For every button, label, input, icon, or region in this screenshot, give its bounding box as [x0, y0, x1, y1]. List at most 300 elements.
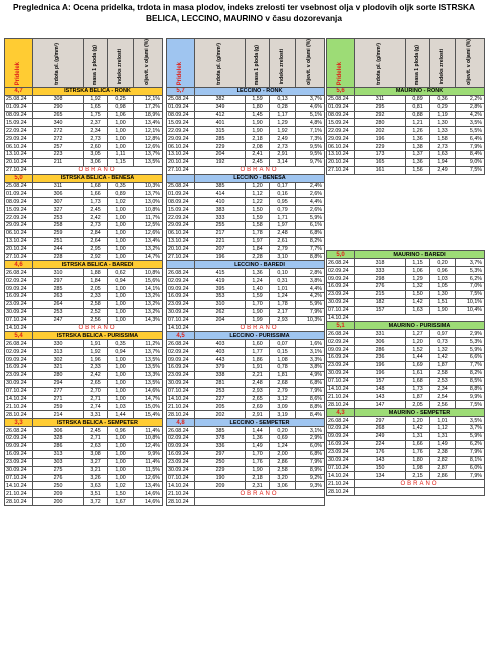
trdota-cell: 275	[33, 466, 84, 474]
date-cell: 02.09.24	[167, 277, 195, 285]
masa-cell: 1,97	[246, 237, 270, 245]
masa-cell: 2,15	[406, 472, 430, 480]
table-row	[327, 216, 485, 223]
table-row	[167, 245, 325, 253]
olje-cell: 7,9%	[296, 308, 325, 316]
table-row	[327, 182, 485, 189]
trdota-cell: 244	[33, 245, 84, 253]
olje-cell: 8,8%	[296, 253, 325, 261]
masa-cell: 2,95	[84, 245, 108, 253]
table-row	[167, 198, 325, 206]
date-cell: 07.10.24	[5, 387, 33, 395]
indeks-cell: 0,96	[108, 427, 134, 435]
masa-cell: 1,90	[246, 127, 270, 135]
trdota-cell: 315	[195, 127, 246, 135]
masa-cell: 1,99	[246, 316, 270, 324]
date-cell: 28.10.24	[5, 498, 33, 506]
trdota-cell: 259	[33, 403, 84, 411]
header-masa	[406, 39, 430, 88]
olje-cell: 5,9%	[296, 214, 325, 222]
table-row	[5, 474, 163, 482]
table-row	[5, 458, 163, 466]
table-row	[5, 348, 163, 356]
indeks-cell: 0,35	[108, 182, 134, 190]
table-row	[327, 259, 485, 267]
date-cell: 09.09.24	[167, 442, 195, 450]
table-row	[167, 395, 325, 403]
table-row	[167, 158, 325, 166]
table-row	[167, 229, 325, 237]
date-cell: 21.10.24	[5, 490, 33, 498]
table-row	[5, 198, 163, 206]
empty-cell	[327, 188, 485, 195]
indeks-cell: 1,97	[270, 222, 296, 230]
indeks-cell: 3,10	[270, 253, 296, 261]
olje-cell: 6,2%	[456, 275, 485, 283]
masa-cell: 1,12	[246, 190, 270, 198]
table-row	[167, 269, 325, 277]
table-row	[167, 214, 325, 222]
trdota-cell: 419	[195, 277, 246, 285]
masa-cell: 2,93	[246, 387, 270, 395]
date-cell: 02.09.24	[167, 348, 195, 356]
trdota-cell: 306	[33, 427, 84, 435]
table-row	[167, 95, 325, 103]
masa-cell: 2,28	[246, 253, 270, 261]
masa-cell: 1,68	[406, 377, 430, 385]
date-cell: 16.09.24	[167, 293, 195, 301]
masa-cell: 1,29	[406, 275, 430, 283]
date-cell: 07.10.24	[5, 316, 33, 324]
masa-cell: 2,34	[84, 127, 108, 135]
masa-cell: 2,52	[84, 308, 108, 316]
table-row	[5, 119, 163, 127]
date-cell: 22.09.24	[327, 127, 355, 135]
olje-cell: 9,0%	[456, 158, 485, 166]
olje-cell: 6,2%	[456, 440, 485, 448]
date-cell: 14.10.24	[327, 472, 355, 480]
date-cell: 23.09.24	[167, 458, 195, 466]
masa-cell: 2,91	[246, 411, 270, 419]
olje-cell: 14,3%	[134, 316, 163, 324]
table-row	[327, 195, 485, 202]
olje-cell: 4,4%	[296, 198, 325, 206]
table-row	[327, 480, 485, 488]
olje-cell: 6,1%	[296, 222, 325, 230]
table-row	[327, 354, 485, 362]
trdota-cell: 157	[355, 377, 406, 385]
date-cell: 20.10.24	[327, 158, 355, 166]
table-row	[167, 308, 325, 316]
masa-cell: 2,33	[84, 364, 108, 372]
table-row	[5, 127, 163, 135]
olje-cell: 9,7%	[296, 158, 325, 166]
section-header-row	[5, 174, 163, 182]
date-cell: 16.09.24	[327, 354, 355, 362]
masa-cell: 1,84	[246, 245, 270, 253]
date-cell: 26.08.24	[167, 427, 195, 435]
table-row	[327, 369, 485, 377]
date-cell: 14.10.24	[327, 314, 355, 322]
yield-value: 5,6	[327, 87, 355, 95]
header-olje-label: oljevit. v oljami (%)	[466, 39, 473, 85]
masa-cell: 1,73	[84, 198, 108, 206]
date-cell: 06.10.24	[5, 229, 33, 237]
section-title: ISTRSKA BELICA - SEMPETER	[33, 419, 163, 427]
date-cell: 15.09.24	[5, 119, 33, 127]
date-cell: 26.08.24	[167, 340, 195, 348]
masa-cell: 1,77	[246, 348, 270, 356]
table-row	[327, 95, 485, 103]
section-header-row	[5, 87, 163, 95]
date-cell: 16.09.24	[167, 364, 195, 372]
masa-cell: 1,66	[84, 190, 108, 198]
masa-cell: 2,42	[84, 371, 108, 379]
masa-cell: 1,56	[406, 166, 430, 174]
obrano-label: OBRANO	[33, 324, 163, 332]
masa-cell: 1,80	[406, 456, 430, 464]
olje-cell: 8,8%	[296, 403, 325, 411]
olje-cell: 5,1%	[296, 111, 325, 119]
header-pridelek	[167, 39, 195, 88]
indeks-cell: 1,81	[270, 371, 296, 379]
olje-cell: 7,7%	[296, 245, 325, 253]
table-row	[327, 417, 485, 425]
olje-cell: 13,7%	[134, 190, 163, 198]
date-cell: 08.09.24	[167, 198, 195, 206]
date-cell: 25.08.24	[327, 95, 355, 103]
olje-cell: 13,0%	[134, 198, 163, 206]
header-olje	[134, 39, 163, 88]
trdota-cell: 285	[33, 285, 84, 293]
trdota-cell: 202	[355, 127, 406, 135]
olje-cell: 10,4%	[456, 306, 485, 314]
trdota-cell: 253	[33, 308, 84, 316]
trdota-cell: 200	[33, 498, 84, 506]
date-cell: 09.09.24	[167, 285, 195, 293]
masa-cell: 2,70	[84, 387, 108, 395]
masa-cell: 1,20	[246, 182, 270, 190]
indeks-cell: 1,08	[270, 356, 296, 364]
trdota-cell: 412	[195, 111, 246, 119]
indeks-cell: 1,24	[270, 293, 296, 301]
date-cell: 16.09.24	[5, 293, 33, 301]
table-row	[327, 385, 485, 393]
olje-cell: 12,6%	[134, 474, 163, 482]
trdota-cell: 285	[195, 135, 246, 143]
header-row	[5, 39, 163, 88]
masa-cell: 1,66	[406, 440, 430, 448]
section-header-row	[5, 419, 163, 427]
date-cell: 13.10.24	[167, 237, 195, 245]
table-row	[5, 269, 163, 277]
trdota-cell: 229	[355, 143, 406, 151]
table-row	[327, 127, 485, 135]
table-row	[167, 190, 325, 198]
date-cell: 09.09.24	[5, 442, 33, 450]
date-cell: 09.09.24	[5, 356, 33, 364]
date-cell: 08.09.24	[5, 111, 33, 119]
date-cell: 16.09.24	[327, 283, 355, 291]
date-cell: 30.09.24	[327, 456, 355, 464]
table-row	[327, 209, 485, 216]
table-row	[327, 188, 485, 195]
date-cell: 08.09.24	[167, 111, 195, 119]
table-row	[327, 150, 485, 158]
section-title: ISTRSKA BELICA - RONK	[33, 87, 163, 95]
trdota-cell: 257	[33, 143, 84, 151]
trdota-cell: 378	[195, 435, 246, 443]
indeks-cell: 0,29	[430, 103, 456, 111]
section-header-row	[5, 261, 163, 269]
trdota-cell: 224	[355, 440, 406, 448]
empty-cell	[327, 209, 485, 216]
trdota-cell: 353	[195, 293, 246, 301]
indeks-cell: 1,29	[270, 119, 296, 127]
date-cell: 28.10.24	[5, 411, 33, 419]
trdota-cell: 276	[33, 474, 84, 482]
masa-cell: 1,65	[84, 103, 108, 111]
olje-cell: 7,9%	[296, 387, 325, 395]
indeks-cell: 1,00	[108, 474, 134, 482]
trdota-cell: 280	[33, 371, 84, 379]
date-cell: 06.10.24	[327, 143, 355, 151]
masa-cell: 3,63	[84, 482, 108, 490]
indeks-cell: 2,17	[270, 308, 296, 316]
empty-cell	[355, 488, 485, 496]
yield-value: 5,0	[5, 174, 33, 182]
date-cell: 16.09.24	[167, 450, 195, 458]
trdota-cell: 173	[355, 150, 406, 158]
trdota-cell: 247	[33, 316, 84, 324]
masa-cell: 1,60	[246, 340, 270, 348]
trdota-cell: 410	[195, 198, 246, 206]
date-cell: 01.09.24	[167, 103, 195, 111]
table-maurino	[326, 38, 485, 496]
table-row	[327, 158, 485, 166]
masa-cell: 1,73	[406, 385, 430, 393]
olje-cell: 3,7%	[296, 95, 325, 103]
trdota-cell: 313	[33, 348, 84, 356]
masa-cell: 1,42	[406, 425, 430, 433]
table-row	[5, 308, 163, 316]
olje-cell: 4,9%	[296, 371, 325, 379]
trdota-cell: 403	[195, 348, 246, 356]
date-cell: 02.09.24	[167, 435, 195, 443]
trdota-cell: 143	[355, 456, 406, 464]
trdota-cell: 272	[33, 135, 84, 143]
date-cell: 29.09.24	[5, 222, 33, 230]
masa-cell: 1,59	[246, 293, 270, 301]
indeks-cell: 1,94	[430, 158, 456, 166]
table-row	[5, 103, 163, 111]
olje-cell: 13,5%	[134, 379, 163, 387]
trdota-cell: 276	[355, 283, 406, 291]
table-row	[167, 285, 325, 293]
masa-cell: 1,59	[246, 95, 270, 103]
date-cell: 26.08.24	[5, 427, 33, 435]
trdota-cell: 401	[195, 119, 246, 127]
indeks-cell: 3,20	[270, 474, 296, 482]
masa-cell: 2,71	[84, 395, 108, 403]
indeks-cell: 1,00	[108, 395, 134, 403]
table-row	[5, 450, 163, 458]
header-masa-label: masa 1 ploda (g)	[91, 44, 98, 85]
table-row	[167, 119, 325, 127]
empty-cell	[327, 230, 485, 237]
date-cell: 02.09.24	[5, 277, 33, 285]
olje-cell: 2,4%	[296, 182, 325, 190]
olje-cell: 8,4%	[296, 411, 325, 419]
masa-cell: 1,45	[246, 111, 270, 119]
indeks-cell: 2,34	[430, 385, 456, 393]
table-row	[5, 356, 163, 364]
table-row	[167, 490, 325, 498]
indeks-cell: 0,28	[270, 103, 296, 111]
masa-cell: 2,69	[246, 403, 270, 411]
trdota-cell: 196	[195, 253, 246, 261]
masa-cell: 1,90	[246, 466, 270, 474]
olje-cell: 5,9%	[456, 432, 485, 440]
trdota-cell: 286	[33, 442, 84, 450]
indeks-cell: 2,79	[270, 245, 296, 253]
olje-cell: 9,2%	[296, 474, 325, 482]
indeks-cell: 2,61	[270, 237, 296, 245]
date-cell: 02.09.24	[327, 425, 355, 433]
header-indeks-label: indeks zrelosti	[278, 49, 285, 85]
trdota-cell: 204	[195, 150, 246, 158]
olje-cell: 13,2%	[134, 308, 163, 316]
yield-value: 5,7	[167, 87, 195, 95]
date-cell: 08.09.24	[327, 111, 355, 119]
date-cell: 28.10.24	[327, 401, 355, 409]
trdota-cell: 217	[195, 229, 246, 237]
table-row	[5, 316, 163, 324]
section-title: LECCINO - SEMPETER	[195, 419, 325, 427]
olje-cell: 3,5%	[456, 119, 485, 127]
date-cell: 28.10.24	[167, 498, 195, 506]
indeks-cell: 3,12	[270, 395, 296, 403]
indeks-cell: 1,32	[430, 346, 456, 354]
trdota-cell: 306	[355, 338, 406, 346]
header-olje-label: oljevit. v oljami (%)	[306, 39, 313, 85]
indeks-cell: 2,68	[270, 379, 296, 387]
olje-cell: 2,6%	[296, 190, 325, 198]
masa-cell: 1,36	[246, 435, 270, 443]
section-header-row	[327, 322, 485, 330]
date-cell: 14.10.24	[5, 482, 33, 490]
date-cell: 28.10.24	[327, 488, 355, 496]
date-cell: 26.08.24	[5, 340, 33, 348]
table-row	[167, 150, 325, 158]
indeks-cell: 1,02	[108, 482, 134, 490]
masa-cell: 1,92	[84, 348, 108, 356]
indeks-cell: 1,00	[108, 379, 134, 387]
masa-cell: 1,22	[246, 198, 270, 206]
date-cell: 29.09.24	[167, 135, 195, 143]
empty-cell	[355, 314, 485, 322]
date-cell: 27.10.24	[5, 253, 33, 261]
masa-cell: 1,50	[246, 206, 270, 214]
date-cell: 29.09.24	[327, 135, 355, 143]
masa-cell: 1,86	[246, 356, 270, 364]
masa-cell: 1,20	[406, 417, 430, 425]
trdota-cell: 294	[33, 379, 84, 387]
date-cell: 29.09.24	[167, 222, 195, 230]
date-cell: 22.09.24	[5, 127, 33, 135]
masa-cell: 2,65	[246, 395, 270, 403]
date-cell: 08.09.24	[5, 198, 33, 206]
indeks-cell: 1,03	[108, 403, 134, 411]
trdota-cell: 307	[33, 198, 84, 206]
date-cell: 07.10.24	[327, 306, 355, 314]
indeks-cell: 0,15	[270, 348, 296, 356]
date-cell: 30.09.24	[167, 308, 195, 316]
indeks-cell: 0,94	[108, 277, 134, 285]
indeks-cell: 3,19	[270, 411, 296, 419]
header-indeks-label: indeks zrelosti	[438, 49, 445, 85]
olje-cell: 2,9%	[296, 435, 325, 443]
indeks-cell: 0,17	[270, 182, 296, 190]
indeks-cell: 1,00	[108, 300, 134, 308]
olje-cell: 7,0%	[456, 283, 485, 291]
table-row	[167, 300, 325, 308]
olje-cell: 10,3%	[134, 182, 163, 190]
olje-cell: 12,1%	[134, 127, 163, 135]
indeks-cell: 1,42	[430, 354, 456, 362]
trdota-cell: 265	[33, 111, 84, 119]
table-row	[327, 393, 485, 401]
section-title: MAURINO - SEMPETER	[355, 409, 485, 417]
section-header-row	[327, 409, 485, 417]
masa-cell: 1,21	[406, 119, 430, 127]
table-row	[167, 277, 325, 285]
indeks-cell: 3,06	[270, 482, 296, 490]
date-cell: 25.08.24	[167, 182, 195, 190]
indeks-cell: 2,91	[270, 150, 296, 158]
trdota-cell: 253	[33, 214, 84, 222]
masa-cell: 1,50	[406, 290, 430, 298]
trdota-cell: 308	[33, 95, 84, 103]
olje-cell: 11,2%	[134, 340, 163, 348]
masa-cell: 1,31	[406, 432, 430, 440]
yield-value: 4,5	[167, 332, 195, 340]
masa-cell: 1,78	[246, 229, 270, 237]
table-row	[167, 253, 325, 261]
table-row	[5, 340, 163, 348]
section-title: MAURINO - PURISSIMA	[355, 322, 485, 330]
olje-cell: 9,3%	[296, 482, 325, 490]
section-header-row	[167, 87, 325, 95]
table-row	[167, 474, 325, 482]
olje-cell: 12,6%	[134, 229, 163, 237]
olje-cell: 15,0%	[134, 403, 163, 411]
date-cell: 30.09.24	[327, 298, 355, 306]
date-cell: 16.09.24	[5, 450, 33, 458]
date-cell: 15.09.24	[5, 206, 33, 214]
masa-cell: 3,31	[84, 411, 108, 419]
table-row	[5, 490, 163, 498]
table-row	[167, 348, 325, 356]
indeks-cell: 0,97	[430, 330, 456, 338]
trdota-cell: 161	[355, 166, 406, 174]
trdota-cell: 190	[195, 474, 246, 482]
table-row	[5, 237, 163, 245]
indeks-cell: 0,20	[430, 259, 456, 267]
table-row	[167, 498, 325, 506]
trdota-cell: 379	[195, 364, 246, 372]
indeks-cell: 1,01	[430, 417, 456, 425]
